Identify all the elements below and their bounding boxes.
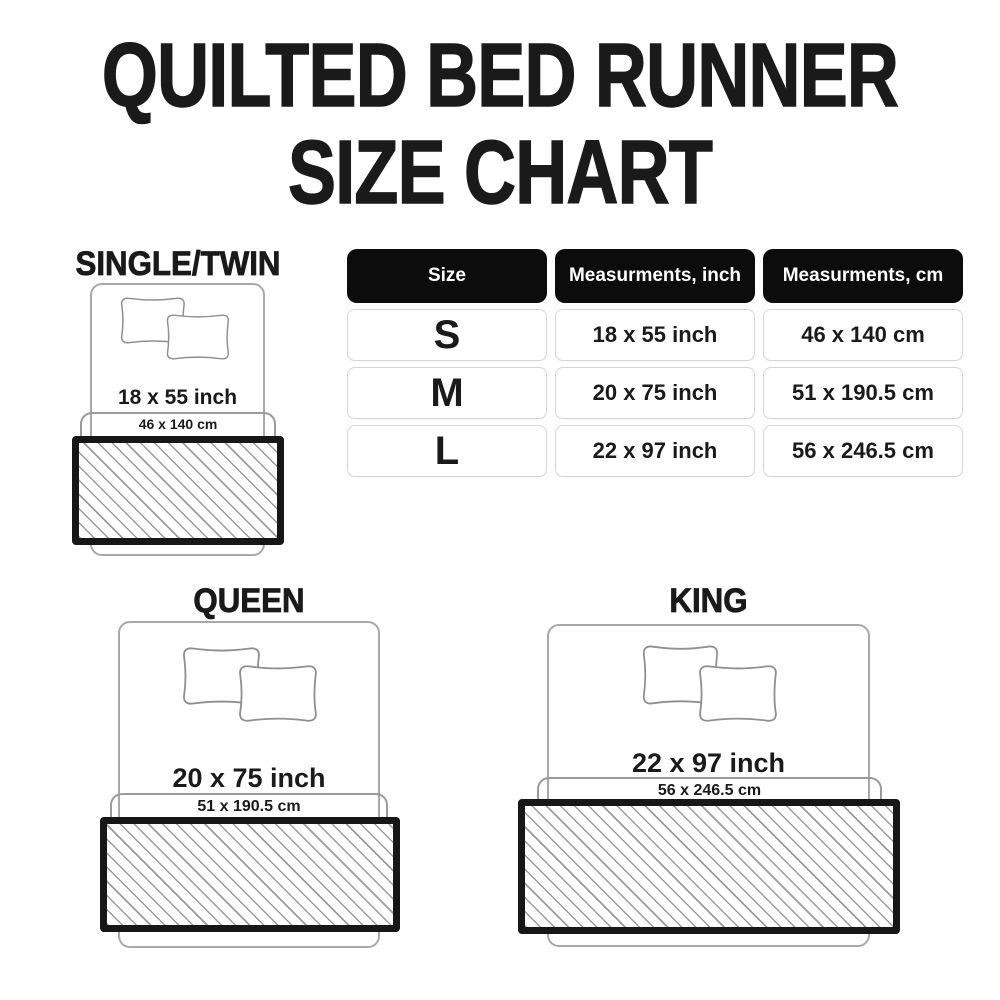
- pillow: [161, 311, 234, 363]
- inch-dimension-label: 18 x 55 inch: [117, 386, 238, 409]
- table-cell-cm-m: 51 x 190.5 cm: [763, 367, 963, 419]
- cm-dimension-label: 56 x 246.5 cm: [657, 782, 762, 799]
- size-table: [347, 249, 963, 477]
- table-cell-size-l: L: [347, 425, 547, 477]
- bed-runner-swatch: [518, 799, 900, 934]
- cm-dimension-label: 46 x 140 cm: [138, 416, 218, 432]
- bed-runner-swatch: [72, 436, 284, 545]
- bed-size-heading: QUEEN: [193, 582, 305, 620]
- bed-runner-swatch: [100, 817, 400, 932]
- table-cell-inch-s: 18 x 55 inch: [555, 309, 755, 361]
- cm-dimension-label: 51 x 190.5 cm: [197, 798, 301, 815]
- pillow: [232, 661, 323, 726]
- inch-dimension-label: 20 x 75 inch: [172, 763, 326, 793]
- column-header-cm: Measurments, cm: [763, 249, 963, 303]
- title-line-2: SIZE CHART: [288, 123, 712, 223]
- inch-dimension-label: 22 x 97 inch: [631, 748, 786, 778]
- bed-size-heading: SINGLE/TWIN: [75, 245, 281, 283]
- table-cell-size-m: M: [347, 367, 547, 419]
- title-line-1: QUILTED BED RUNNER: [101, 26, 899, 126]
- table-cell-cm-s: 46 x 140 cm: [763, 309, 963, 361]
- bed-size-heading: KING: [669, 582, 748, 620]
- pillow: [692, 661, 783, 726]
- table-cell-cm-l: 56 x 246.5 cm: [763, 425, 963, 477]
- table-cell-inch-l: 22 x 97 inch: [555, 425, 755, 477]
- page-title: [100, 28, 900, 222]
- column-header-size: Size: [347, 249, 547, 303]
- column-header-inch: Measurments, inch: [555, 249, 755, 303]
- table-cell-inch-m: 20 x 75 inch: [555, 367, 755, 419]
- table-cell-size-s: S: [347, 309, 547, 361]
